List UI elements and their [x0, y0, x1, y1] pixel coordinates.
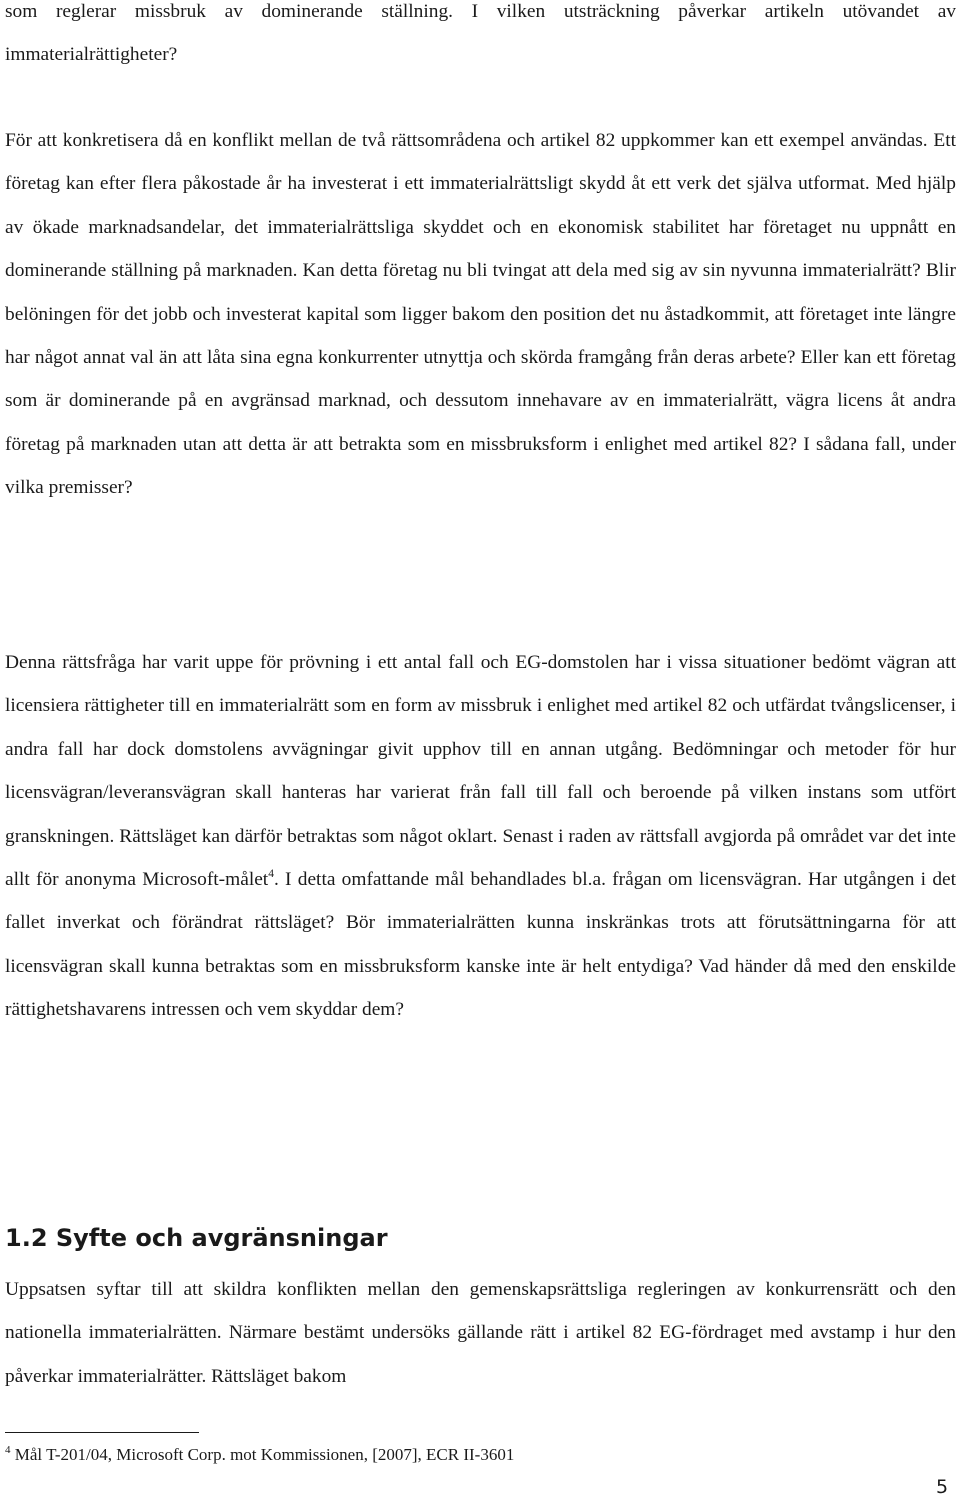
section-heading: 1.2 Syfte och avgränsningar: [5, 1224, 388, 1252]
footnote: [5, 1440, 514, 1470]
paragraph-case-law-text-end: . I detta omfattande mål behandlades bl.a. frågan om licensvägran. Har utgången i det fallet inverkat och förändrat rättsläget? Bör immaterialrätten kunna inskränkas trots att förutsättningarna för att licensvägran skall kunna betraktas som en missbruksform kanske inte är helt entydiga? Vad händer då med den enskilde rättighetshavarens intressen och vem skyddar dem?: [5, 869, 957, 1021]
paragraph-case-law: [5, 641, 956, 1032]
page-number: 5: [936, 1476, 949, 1498]
paragraph-example: För att konkretisera då en konflikt mellan de två rättsområdena och artikel 82 uppkommer kan ett exempel användas. Ett företag kan efter flera påkostade år ha investerat i ett immaterialrättsligt skydd åt ett verk det själva utformat. Med hjälp av ökade marknadsandelar, det immaterialrättsliga skyddet och en ekonomisk stabilitet har företaget nu uppnått en dominerande ställning på marknaden. Kan detta företag nu bli tvingat att dela med sig av sin nyvunna immaterialrätt? Blir belöningen för det jobb och investerat kapital som ligger bakom den position det nu åstadkommit, att företaget inte längre har något annat val än att låta sina egna konkurrenter utnyttja och skörda framgång från deras arbete? Eller kan ett företag som är dominerande på en avgränsad marknad, och dessutom innehavare av en immaterialrätt, vägra licens åt andra företag på marknaden utan att detta är att betrakta som en missbruksform i enlighet med artikel 82? I sådana fall, under vilka premisser?: [5, 130, 956, 499]
paragraph-case-law-text: Denna rättsfråga har varit uppe för prövning i ett antal fall och EG-domstolen har i vissa situationer bedömt vägran att licensiera rättigheter till en immaterialrätt som en form av missbruk i enlighet med artikel 82 och utfärdat tvångslicenser, i andra fall har dock domstolens avvägningar givit upphov till en annan utgång. Bedömningar och metoder för hur licensvägran/leveransvägran skall hanteras har varierat från fall till fall och beroende på vilken instans som utfört granskningen. Rättsläget kan därför betraktas som något oklart. Senast i raden av rättsfall avgjorda på området var det inte allt för anonyma Microsoft-målet: [5, 652, 956, 891]
paragraph-purpose: Uppsatsen syftar till att skildra konflikten mellan den gemenskapsrättsliga regleringen av konkurrensrätt och den nationella immaterialrätten. Närmare bestämt undersöks gällande rätt i artikel 82 EG-fördraget med avstamp i hur den påverkar immaterialrätter. Rättsläget bakom: [5, 1279, 956, 1387]
paragraph-intro-continuation: som reglerar missbruk av dominerande ställning. I vilken utsträckning påverkar artikeln utövandet av immaterialrättigheter?: [5, 1, 956, 66]
footnote-reference[interactable]: 4: [268, 868, 274, 881]
footnote-text: Mål T-201/04, Microsoft Corp. mot Kommissionen, [2007], ECR II-3601: [10, 1445, 515, 1464]
footnote-marker: 4: [5, 1444, 11, 1456]
footnote-separator: [5, 1432, 199, 1433]
